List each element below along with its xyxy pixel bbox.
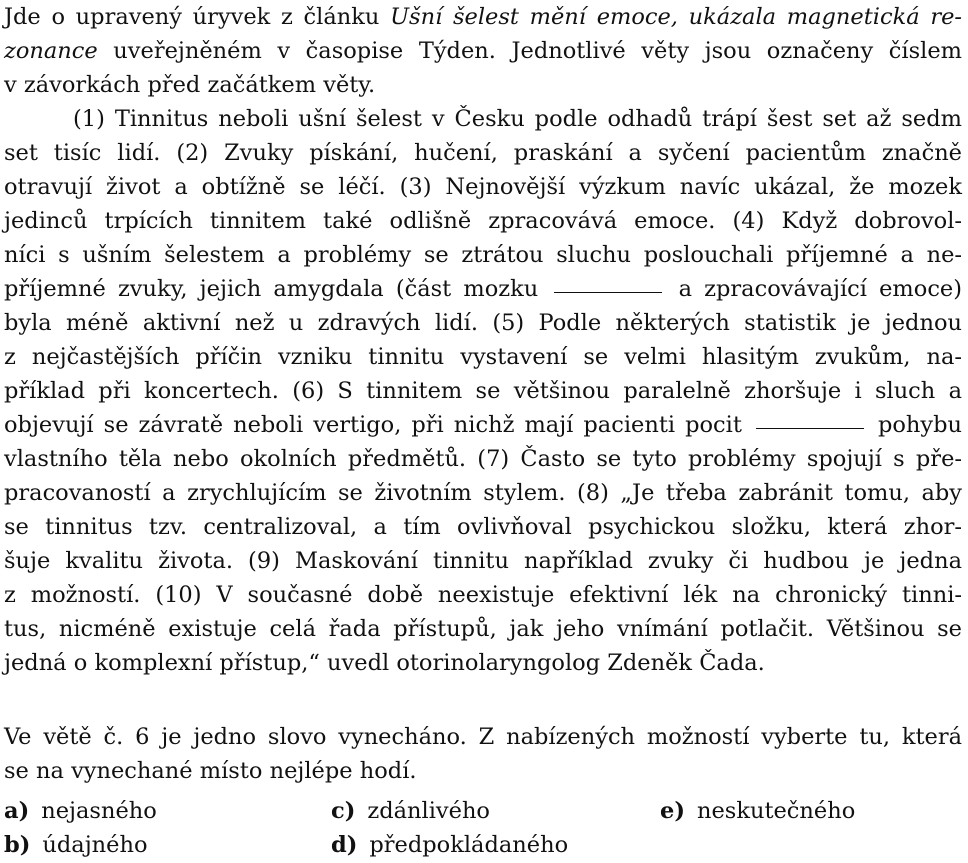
- passage-text: pohybu: [877, 412, 962, 438]
- option-key: b): [4, 832, 31, 858]
- option-key: c): [331, 798, 356, 824]
- passage-line-1: (1) Tinnitus neboli ušní šelest v Česku podle odhadů trápí šest set až sedm: [73, 106, 962, 132]
- passage-line-10: [4, 408, 962, 442]
- passage-text: příjemné zvuky, jejich amygdala (část mozku: [4, 276, 539, 302]
- passage-line-8: z nejčastějších příčin vzniku tinnitu vystavení se velmi hlasitým zvukům, na-: [4, 344, 962, 370]
- option-key: a): [4, 798, 30, 824]
- passage-line-13: se tinnitus tzv. centralizoval, a tím ovlivňoval psychickou složku, která zhor-: [4, 514, 962, 540]
- passage-line-6: [4, 272, 962, 306]
- option-text: předpokládaného: [369, 832, 569, 858]
- intro-line-2: [4, 34, 962, 68]
- passage-line-3: otravují život a obtížně se léčí. (3) Nejnovější výzkum navíc ukázal, že mozek: [4, 174, 962, 200]
- passage-line-15: z možností. (10) V současné době neexistuje efektivní lék na chronický tinni-: [4, 582, 962, 608]
- passage-line-12: pracovaností a zrychlujícím se životním stylem. (8) „Je třeba zabránit tomu, aby: [4, 480, 962, 506]
- passage-line-5: níci s ušním šelestem a problémy se ztrátou sluchu poslouchali příjemné a ne-: [4, 242, 962, 268]
- passage-line-11: vlastního těla nebo okolních předmětů. (7) Často se tyto problémy spojují s pře-: [4, 446, 962, 472]
- question-line-1: Ve větě č. 6 je jedno slovo vynecháno. Z nabízených možností vyberte tu, která: [4, 724, 962, 750]
- option-b[interactable]: [4, 828, 148, 862]
- passage-line-2: set tisíc lidí. (2) Zvuky pískání, hučení, praskání a syčení pacientům značně: [4, 140, 962, 166]
- passage-text: objevují se závratě neboli vertigo, při nichž mají pacienti pocit: [4, 412, 742, 438]
- option-text: nejasného: [41, 798, 157, 824]
- question-line-2: se na vynechané místo nejlépe hodí.: [4, 758, 417, 784]
- passage-line-7: byla méně aktivní než u zdravých lidí. (5) Podle některých statistik je jednou: [4, 310, 962, 336]
- passage-line-9: příklad při koncertech. (6) S tinnitem se většinou paralelně zhoršuje i sluch a: [4, 378, 962, 404]
- option-text: neskutečného: [696, 798, 856, 824]
- option-text: zdánlivého: [367, 798, 490, 824]
- article-title: Ušní šelest mění emoce, ukázala magnetická re-: [390, 4, 962, 30]
- option-e[interactable]: [660, 794, 855, 828]
- passage-line-14: šuje kvalitu života. (9) Maskování tinnitu například zvuky či hudbou je jedna: [4, 548, 962, 574]
- option-c[interactable]: [331, 794, 490, 828]
- option-text: údajného: [42, 832, 148, 858]
- blank-gap: [554, 292, 662, 294]
- passage-line-17: jedná o komplexní přístup,“ uvedl otorinolaryngolog Zdeněk Čada.: [4, 650, 765, 676]
- passage-line-16: tus, nicméně existuje celá řada přístupů, jak jeho vnímání potlačit. Většinou se: [4, 616, 962, 642]
- option-key: e): [660, 798, 685, 824]
- blank-gap-sentence-6: [756, 428, 864, 430]
- passage-line-4: jedinců trpících tinnitem také odlišně zpracovává emoce. (4) Když dobrovol-: [4, 208, 962, 234]
- intro-line-1: [4, 0, 962, 34]
- intro-text: Jde o upravený úryvek z článku: [4, 4, 391, 30]
- intro-line-3: v závorkách před začátkem věty.: [4, 72, 376, 98]
- intro-text: uveřejněném v časopise Týden. Jednotlivé věty jsou označeny číslem: [97, 38, 962, 64]
- article-title-cont: zonance: [4, 38, 98, 64]
- option-key: d): [331, 832, 358, 858]
- option-d[interactable]: [331, 828, 568, 862]
- option-a[interactable]: [4, 794, 157, 828]
- passage-text: a zpracovávající emoce): [678, 276, 963, 302]
